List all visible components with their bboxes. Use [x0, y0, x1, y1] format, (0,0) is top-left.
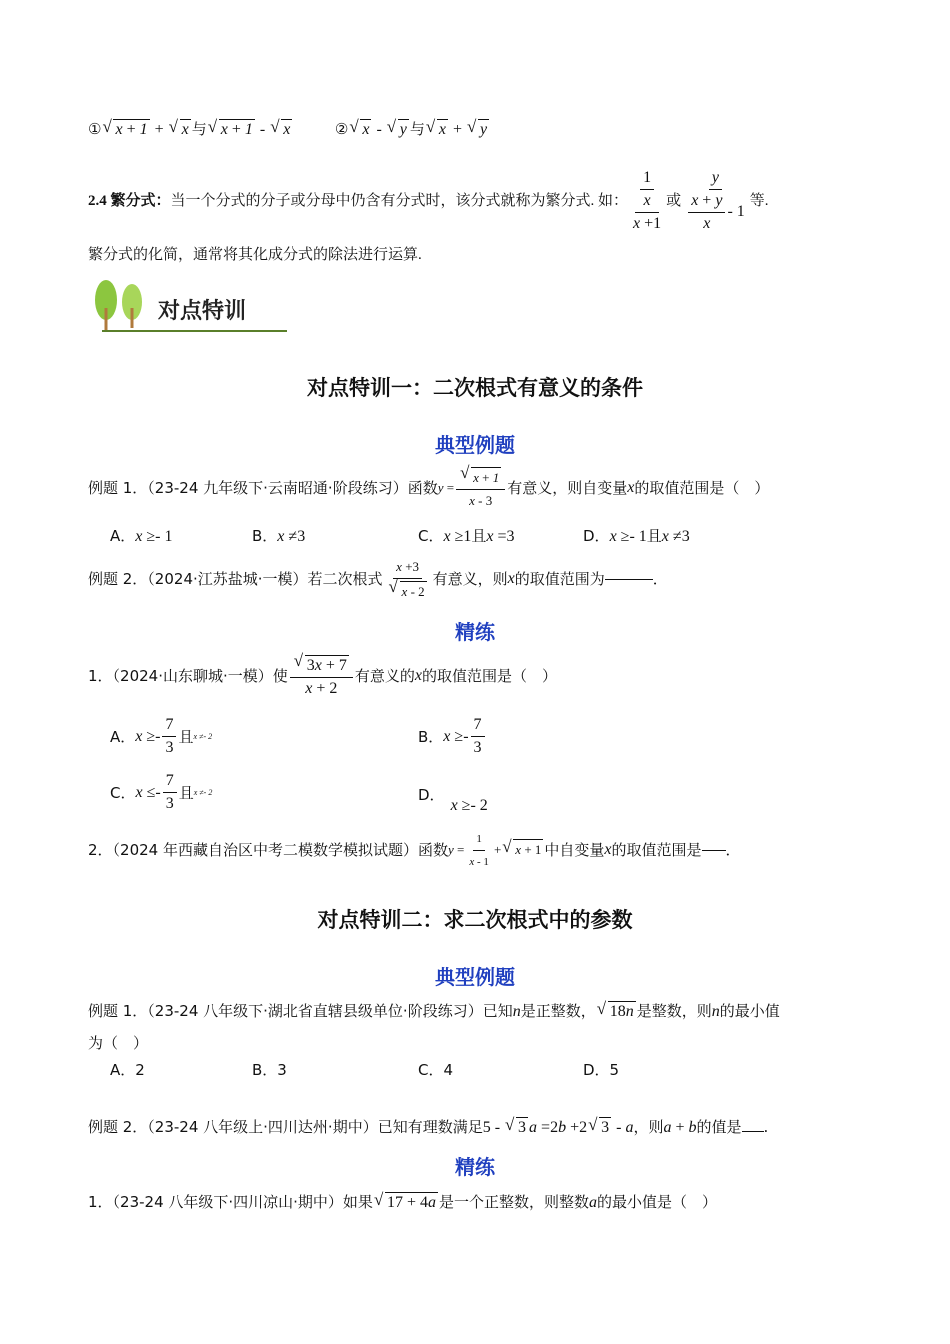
s2-ex1-option-b[interactable]: B．3	[252, 1061, 287, 1079]
s1-example2: 例题 2．（2024·江苏盐城·一模）若二次根式 x +3 √ x - 2 有意义，则 x 的取值范围为 ．	[88, 557, 668, 601]
s1-practice2: 2．（2024 年西藏自治区中考二模数学模拟试题）函数 y = $\frac{1}{x - 1}$ + √ x + 1 中自变量 x 的取值范围是 ．	[88, 832, 741, 868]
s2-example1: 例题 1．（23-24 八年级下·湖北省直辖县级单位·阶段练习）已知n是正整数，√ 18n 是整数，则n的最小值	[88, 1000, 780, 1023]
s2-ex1-option-d[interactable]: D．5	[583, 1061, 620, 1079]
s1-p1-option-c[interactable]: C． x ≤- $\frac{7}{3}$ 且 x ≠- 2	[110, 772, 213, 812]
s2-ex1-option-c[interactable]: C．4	[418, 1061, 454, 1079]
s1-ex1-option-c[interactable]: C．x ≥1且x =3	[418, 527, 515, 545]
section2-typical-heading: 典型例题	[435, 965, 515, 989]
section1-typical-heading: 典型例题	[435, 433, 515, 457]
s2-example2: 例题 2．（23-24 八年级上·四川达州·期中）已知有理数满足5 - √ 3 a =2b +2√ 3 - a，则a + b的值是 .	[88, 1116, 768, 1139]
s1-ex1-option-d[interactable]: D．x ≥- 1且x ≠3	[583, 527, 690, 545]
complex-fraction-example-1: $\frac{\frac{1}{x}}{x +1}$	[633, 169, 662, 232]
complex-fraction-note: 繁分式的化简，通常将其化成分式的除法进行运算.	[88, 247, 422, 263]
section2-practice-heading: 精练	[455, 1155, 495, 1179]
section-label: 2.4 繁分式：	[88, 193, 171, 209]
definition-text: 当一个分式的分子或分母中仍含有分式时，该分式就称为繁分式. 如：	[170, 193, 629, 209]
section1-practice-heading: 精练	[455, 620, 495, 644]
item1-joiner: 与	[191, 120, 207, 138]
s1-practice1: 1．（2024·山东聊城·一模）使 √ $\frac{3x + 7}{x + 2}$ 有意义的 x 的取值范围是（ ）	[88, 654, 557, 698]
s1-example1: 例题 1．（23-24 九年级下·云南昭通·阶段练习）函数 y = √ $\frac{x + 1}{x - 3}$ 有意义，则自变量 x 的取值范围是（ ）	[88, 468, 769, 508]
s1-ex1-option-a[interactable]: A．x ≥- 1	[110, 527, 173, 545]
s1-ex1-option-b[interactable]: B．x ≠3	[252, 527, 306, 545]
item2-joiner: 与	[409, 120, 425, 138]
s1-p1-option-a[interactable]: A． x ≥- $\frac{7}{3}$ 且 x ≠- 2	[110, 716, 213, 756]
s1-p1-option-d[interactable]: D．x ≥- 2	[418, 786, 488, 814]
s2-ex1-option-a[interactable]: A．2	[110, 1061, 145, 1079]
radical-pairs-line: ①√ x + 1 + √ x 与√ x + 1 - √ x ②√ x - √ y 与√ x + √ y	[88, 118, 490, 141]
or-text: 或	[666, 193, 682, 209]
answer-blank[interactable]	[702, 850, 726, 851]
section2-title: 对点特训二：求二次根式中的参数	[317, 908, 633, 932]
s2-practice1: 1．（23-24 八年级下·四川凉山·期中）如果√ 17 + 4a 是一个正整数，则整数a的最小值是（ ）	[88, 1191, 717, 1214]
s2-example1-line2: 为（ ）	[88, 1034, 149, 1052]
answer-blank[interactable]	[605, 579, 653, 580]
answer-blank[interactable]	[742, 1131, 764, 1132]
item1-marker: ①	[88, 120, 102, 138]
s1-p1-option-b[interactable]: B． x ≥- $\frac{7}{3}$	[418, 716, 487, 757]
complex-fraction-example-2: y $\frac{x + y}{x}$ - 1	[683, 169, 748, 233]
item2-marker: ②	[334, 120, 349, 138]
banner-label: 对点特训	[158, 299, 247, 324]
section1-title: 对点特训一：二次根式有意义的条件	[307, 376, 643, 400]
complex-fraction-definition	[88, 166, 769, 236]
practice-banner	[92, 278, 292, 336]
end-text: 等.	[749, 193, 769, 209]
